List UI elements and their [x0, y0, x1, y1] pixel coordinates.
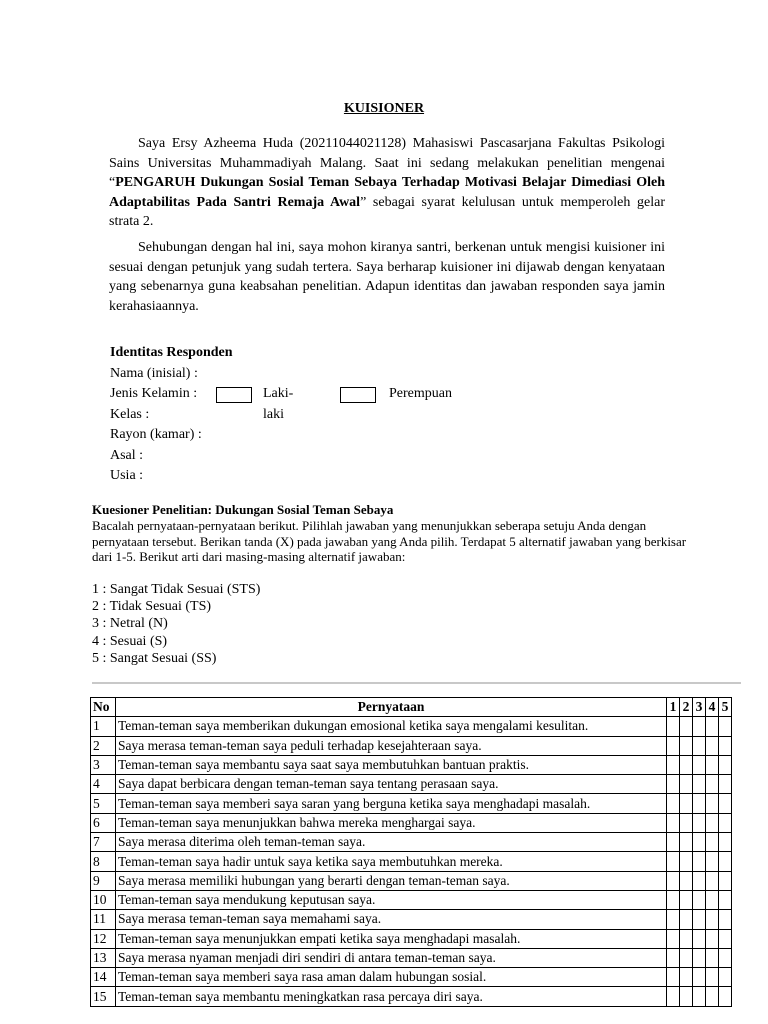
row-number: 10 — [91, 890, 116, 909]
female-checkbox[interactable] — [340, 387, 376, 403]
row-number: 2 — [91, 736, 116, 755]
answer-cell-2[interactable] — [680, 833, 693, 852]
answer-cell-5[interactable] — [719, 755, 732, 774]
row-number: 14 — [91, 968, 116, 987]
male-label: Laki-laki — [263, 386, 294, 422]
answer-cell-3[interactable] — [693, 968, 706, 987]
answer-cell-5[interactable] — [719, 948, 732, 967]
name-field[interactable]: Nama (inisial) : — [110, 365, 198, 381]
answer-cell-4[interactable] — [706, 948, 719, 967]
answer-cell-4[interactable] — [706, 717, 719, 736]
row-statement: Teman-teman saya memberi saya rasa aman dalam hubungan sosial. — [116, 968, 667, 987]
header-scale-3: 3 — [693, 698, 706, 717]
origin-field[interactable]: Asal : — [110, 447, 144, 463]
answer-cell-4[interactable] — [706, 755, 719, 774]
age-field[interactable]: Usia : — [110, 468, 144, 483]
answer-cell-3[interactable] — [693, 852, 706, 871]
answer-cell-2[interactable] — [680, 987, 693, 1006]
table-row — [91, 813, 732, 832]
answer-cell-1[interactable] — [667, 736, 680, 755]
row-statement: Teman-teman saya membantu saya saat saya membutuhkan bantuan praktis. — [116, 755, 667, 774]
female-label: Perempuan — [389, 386, 452, 401]
row-statement: Teman-teman saya menunjukkan bahwa mereka menghargai saya. — [116, 813, 667, 832]
answer-cell-3[interactable] — [693, 890, 706, 909]
respondent-identity — [110, 343, 452, 487]
answer-cell-5[interactable] — [719, 813, 732, 832]
answer-cell-1[interactable] — [667, 910, 680, 929]
answer-cell-1[interactable] — [667, 755, 680, 774]
answer-cell-1[interactable] — [667, 948, 680, 967]
row-statement: Teman-teman saya memberikan dukungan emosional ketika saya mengalami kesulitan. — [116, 717, 667, 736]
answer-cell-5[interactable] — [719, 910, 732, 929]
answer-cell-2[interactable] — [680, 890, 693, 909]
row-number: 8 — [91, 852, 116, 871]
table-row — [91, 736, 732, 755]
answer-cell-2[interactable] — [680, 813, 693, 832]
intro-paragraph-1 — [109, 134, 665, 232]
gender-label: Jenis Kelamin : — [110, 386, 198, 401]
scale-item: 2 : Tidak Sesuai (TS) — [92, 599, 212, 615]
answer-cell-2[interactable] — [680, 910, 693, 929]
row-statement: Teman-teman saya membantu meningkatkan rasa percaya diri saya. — [116, 987, 667, 1006]
identity-heading: Identitas Responden — [110, 345, 233, 360]
questionnaire-title: Kuesioner Penelitian: Dukungan Sosial Teman Sebaya — [92, 502, 394, 517]
answer-cell-3[interactable] — [693, 813, 706, 832]
answer-cell-1[interactable] — [667, 794, 680, 813]
table-row — [91, 929, 732, 948]
answer-cell-5[interactable] — [719, 929, 732, 948]
answer-cell-3[interactable] — [693, 871, 706, 890]
table-row — [91, 852, 732, 871]
answer-cell-3[interactable] — [693, 948, 706, 967]
row-statement: Saya merasa diterima oleh teman-teman saya. — [116, 833, 667, 852]
header-scale-2: 2 — [680, 698, 693, 717]
answer-cell-2[interactable] — [680, 871, 693, 890]
row-number: 7 — [91, 833, 116, 852]
answer-cell-4[interactable] — [706, 910, 719, 929]
class-field[interactable]: Kelas : — [110, 406, 150, 422]
answer-cell-4[interactable] — [706, 736, 719, 755]
row-statement: Saya merasa teman-teman saya memahami saya. — [116, 910, 667, 929]
row-statement: Saya merasa memiliki hubungan yang berarti dengan teman-teman saya. — [116, 871, 667, 890]
answer-cell-3[interactable] — [693, 987, 706, 1006]
scale-item: 3 : Netral (N) — [92, 616, 168, 632]
answer-cell-3[interactable] — [693, 775, 706, 794]
row-statement: Teman-teman saya hadir untuk saya ketika saya membutuhkan mereka. — [116, 852, 667, 871]
row-number: 5 — [91, 794, 116, 813]
answer-cell-3[interactable] — [693, 736, 706, 755]
answer-cell-2[interactable] — [680, 948, 693, 967]
answer-cell-1[interactable] — [667, 929, 680, 948]
answer-cell-1[interactable] — [667, 968, 680, 987]
intro-paragraph-2: Sehubungan dengan hal ini, saya mohon kiranya santri, berkenan untuk mengisi kuisioner ini sesuai dengan petunjuk yang sudah tertera. Saya berharap kuisioner ini dijawab dengan kenyataan yang sebenarnya guna keabsahan penelitian. Adapun identitas dan jawaban responden saya jamin kerahasiaannya. — [109, 240, 665, 314]
questionnaire-description: Bacalah pernyataan-pernyataan berikut. Pilihlah jawaban yang menunjukkan seberapa setuju Anda dengan pernyataan tersebut. Berikan tanda (X) pada jawaban yang Anda pilih. Terdapat 5 alternatif jawaban yang berkisar dari 1-5. Berikut arti dari masing-masing alternatif jawaban: — [92, 518, 687, 564]
header-statement: Pernyataan — [116, 698, 667, 717]
answer-cell-3[interactable] — [693, 833, 706, 852]
header-scale-4: 4 — [706, 698, 719, 717]
answer-cell-3[interactable] — [693, 910, 706, 929]
answer-cell-5[interactable] — [719, 871, 732, 890]
answer-cell-4[interactable] — [706, 871, 719, 890]
answer-cell-2[interactable] — [680, 794, 693, 813]
row-number: 12 — [91, 929, 116, 948]
answer-cell-2[interactable] — [680, 755, 693, 774]
table-row — [91, 775, 732, 794]
answer-cell-5[interactable] — [719, 794, 732, 813]
answer-cell-1[interactable] — [667, 890, 680, 909]
answer-scale — [92, 581, 260, 667]
table-row — [91, 987, 732, 1006]
header-scale-5: 5 — [719, 698, 732, 717]
table-row — [91, 910, 732, 929]
answer-cell-4[interactable] — [706, 813, 719, 832]
page-title: KUISIONER — [343, 101, 425, 116]
row-number: 13 — [91, 948, 116, 967]
scale-item: 4 : Sesuai (S) — [92, 633, 168, 649]
row-number: 3 — [91, 755, 116, 774]
answer-cell-5[interactable] — [719, 775, 732, 794]
table-row — [91, 968, 732, 987]
answer-cell-2[interactable] — [680, 717, 693, 736]
answer-cell-5[interactable] — [719, 968, 732, 987]
male-checkbox[interactable] — [216, 387, 252, 403]
row-statement: Saya merasa teman-teman saya peduli terhadap kesejahteraan saya. — [116, 736, 667, 755]
divider — [92, 682, 741, 684]
header-no: No — [91, 698, 116, 717]
research-title: PENGARUH Dukungan Sosial Teman Sebaya Terhadap Motivasi Belajar Dimediasi Oleh Adaptabilitas Pada Santri Remaja Awal — [109, 175, 665, 210]
scale-item: 5 : Sangat Sesuai (SS) — [92, 650, 217, 666]
answer-cell-4[interactable] — [706, 852, 719, 871]
table-row — [91, 948, 732, 967]
table-header-row — [91, 698, 732, 717]
answer-cell-5[interactable] — [719, 852, 732, 871]
answer-cell-4[interactable] — [706, 968, 719, 987]
row-statement: Saya dapat berbicara dengan teman-teman saya tentang perasaan saya. — [116, 775, 667, 794]
row-number: 4 — [91, 775, 116, 794]
row-number: 6 — [91, 813, 116, 832]
answer-cell-1[interactable] — [667, 813, 680, 832]
answer-cell-2[interactable] — [680, 736, 693, 755]
table-row — [91, 833, 732, 852]
answer-cell-3[interactable] — [693, 929, 706, 948]
answer-cell-2[interactable] — [680, 775, 693, 794]
answer-cell-3[interactable] — [693, 755, 706, 774]
answer-cell-5[interactable] — [719, 890, 732, 909]
scale-item: 1 : Sangat Tidak Sesuai (STS) — [92, 582, 261, 597]
answer-cell-1[interactable] — [667, 871, 680, 890]
row-statement: Teman-teman saya menunjukkan empati ketika saya menghadapi masalah. — [116, 929, 667, 948]
answer-cell-2[interactable] — [680, 968, 693, 987]
answer-cell-5[interactable] — [719, 717, 732, 736]
dorm-field[interactable]: Rayon (kamar) : — [110, 427, 202, 442]
answer-cell-5[interactable] — [719, 987, 732, 1006]
answer-cell-2[interactable] — [680, 852, 693, 871]
answer-cell-4[interactable] — [706, 987, 719, 1006]
answer-cell-1[interactable] — [667, 775, 680, 794]
row-number: 15 — [91, 987, 116, 1006]
header-scale-1: 1 — [667, 698, 680, 717]
row-statement: Teman-teman saya memberi saya saran yang berguna ketika saya menghadapi masalah. — [116, 794, 667, 813]
questionnaire-table — [90, 697, 732, 1007]
answer-cell-1[interactable] — [667, 717, 680, 736]
answer-cell-1[interactable] — [667, 833, 680, 852]
row-number: 1 — [91, 717, 116, 736]
answer-cell-3[interactable] — [693, 794, 706, 813]
answer-cell-2[interactable] — [680, 929, 693, 948]
row-number: 9 — [91, 871, 116, 890]
row-number: 11 — [91, 910, 116, 929]
answer-cell-1[interactable] — [667, 987, 680, 1006]
row-statement: Saya merasa nyaman menjadi diri sendiri di antara teman-teman saya. — [116, 948, 667, 967]
table-row — [91, 755, 732, 774]
intro-text: Saya Ersy Azheema Huda (20211044021128) Mahasiswi Pascasarjana Fakultas Psikologi Sains Universitas Muhammadiyah Malang. Saat ini sedang melakukan penelitian mengenai “ — [109, 136, 665, 190]
answer-cell-1[interactable] — [667, 852, 680, 871]
table-row — [91, 871, 732, 890]
answer-cell-5[interactable] — [719, 833, 732, 852]
table-row — [91, 717, 732, 736]
table-row — [91, 890, 732, 909]
row-statement: Teman-teman saya mendukung keputusan saya. — [116, 890, 667, 909]
answer-cell-4[interactable] — [706, 929, 719, 948]
answer-cell-4[interactable] — [706, 794, 719, 813]
intro-text-end: ” sebagai syarat kelulusan untuk memperoleh gelar strata 2. — [109, 194, 665, 229]
table-row — [91, 794, 732, 813]
answer-cell-4[interactable] — [706, 833, 719, 852]
answer-cell-3[interactable] — [693, 717, 706, 736]
answer-cell-4[interactable] — [706, 890, 719, 909]
answer-cell-5[interactable] — [719, 736, 732, 755]
answer-cell-4[interactable] — [706, 775, 719, 794]
